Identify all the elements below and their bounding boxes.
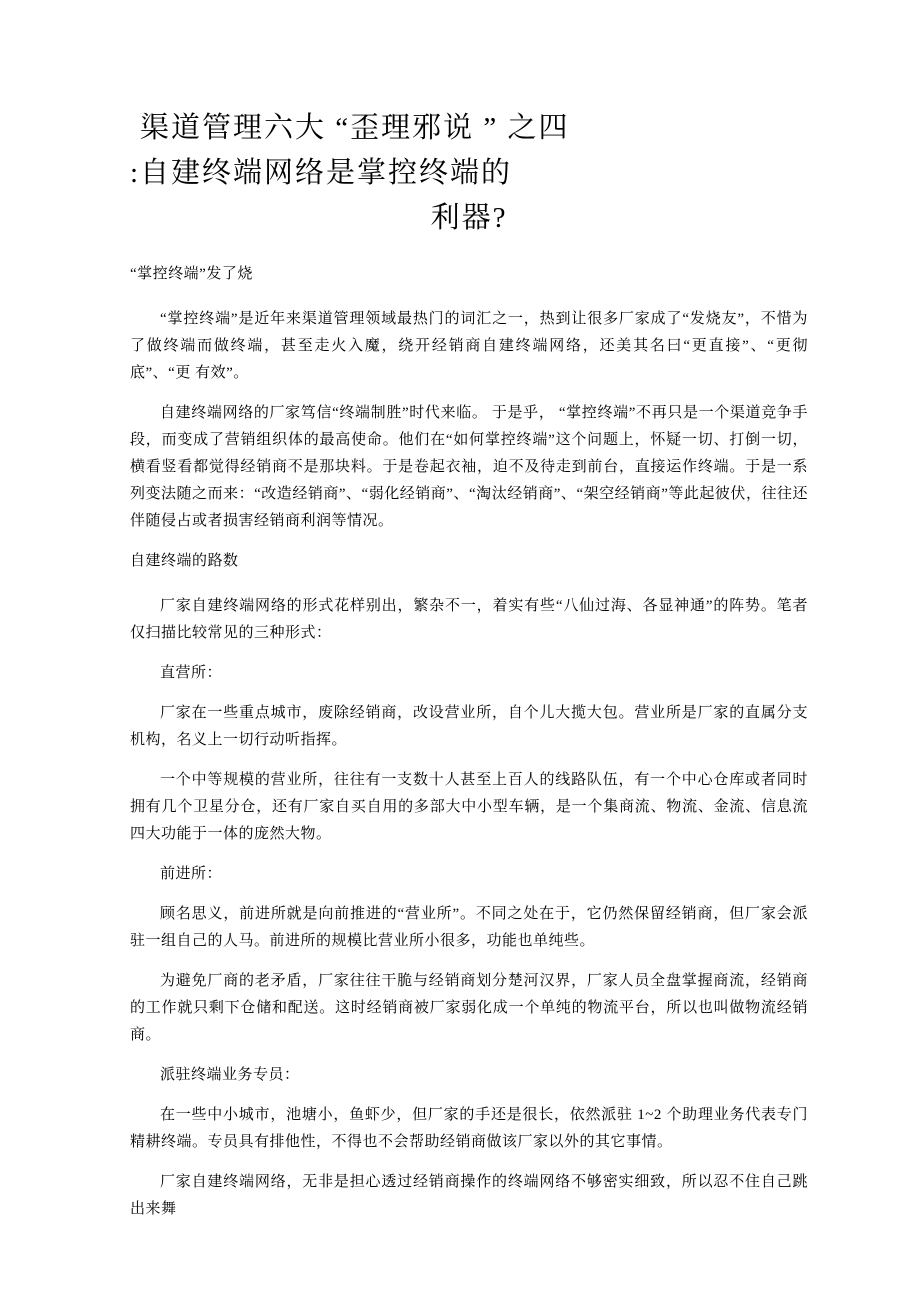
subsection-label: 派驻终端业务专员： [160, 1067, 300, 1083]
paragraph: 顾名思义，前进所就是向前推进的“营业所”。不同之处在于，它仍然保留经销商，但厂家会派驻一组自己的人马。前进所的规模比营业所小很多，功能也单纯些。 [130, 906, 808, 949]
section-heading: 自建终端的路数 [130, 553, 239, 569]
title-line-1: 渠道管理六大 “歪理邪说 ” 之四 [140, 112, 570, 144]
subsection-label: 前进所： [160, 866, 223, 882]
paragraph: “掌控终端”是近年来渠道管理领域最热门的词汇之一，热到让很多厂家成了“发烧友”，不惜为了做终端而做终端，甚至走火入魔，绕开经销商自建终端网络，还美其名曰“更直接”、“更彻底”、“更 有效”。 [130, 311, 808, 381]
section-heading: “掌控终端”发了烧 [130, 266, 253, 282]
subsection-label: 直营所： [160, 665, 223, 681]
paragraph: 在一些中小城市，池塘小，鱼虾少，但厂家的手还是很长，依然派驻 1~2 个助理业务代表专门精耕终端。专员具有排他性，不得也不会帮助经销商做该厂家以外的其它事情。 [130, 1107, 808, 1150]
paragraph: 厂家在一些重点城市，废除经销商，改设营业所，自个儿大揽大包。营业所是厂家的直属分支机构，名义上一切行动听指挥。 [130, 705, 808, 748]
title-line-3: 利器? [430, 202, 508, 234]
paragraph: 一个中等规模的营业所，往往有一支数十人甚至上百人的线路队伍，有一个中心仓库或者同时拥有几个卫星分仓，还有厂家自买自用的多部大中小型车辆，是一个集商流、物流、金流、信息流四大功能于一体的庞然大物。 [130, 772, 808, 842]
paragraph: 自建终端网络的厂家笃信“终端制胜”时代来临。 于是乎， “掌控终端”不再只是一个渠道竞争手段，而变成了营销组织体的最高使命。他们在“如何掌控终端”这个问题上，怀疑一切、打倒一切，横看竖看都觉得经销商不是那块料。于是卷起衣袖，迫不及待走到前台，直接运作终端。于是一系列变法随之而来：“改造经销商”、“弱化经销商”、“淘汰经销商”、“架空经销商”等此起彼伏，往往还伴随侵占或者损害经销商利润等情况。 [130, 405, 808, 529]
title-line-2: :自建终端网络是掌控终端的 [130, 157, 513, 189]
document-body [130, 261, 808, 1223]
paragraph: 为避免厂商的老矛盾，厂家往往干脆与经销商划分楚河汉界，厂家人员全盘掌握商流，经销商的工作就只剩下仓储和配送。这时经销商被厂家弱化成一个单纯的物流平台，所以也叫做物流经销商。 [130, 973, 808, 1043]
paragraph: 厂家自建终端网络的形式花样别出，繁杂不一，着实有些“八仙过海、各显神通”的阵势。笔者仅扫描比较常见的三种形式： [130, 598, 808, 641]
document-title [130, 106, 808, 241]
paragraph: 厂家自建终端网络，无非是担心透过经销商操作的终端网络不够密实细致，所以忍不住自己跳出来舞 [130, 1174, 808, 1217]
